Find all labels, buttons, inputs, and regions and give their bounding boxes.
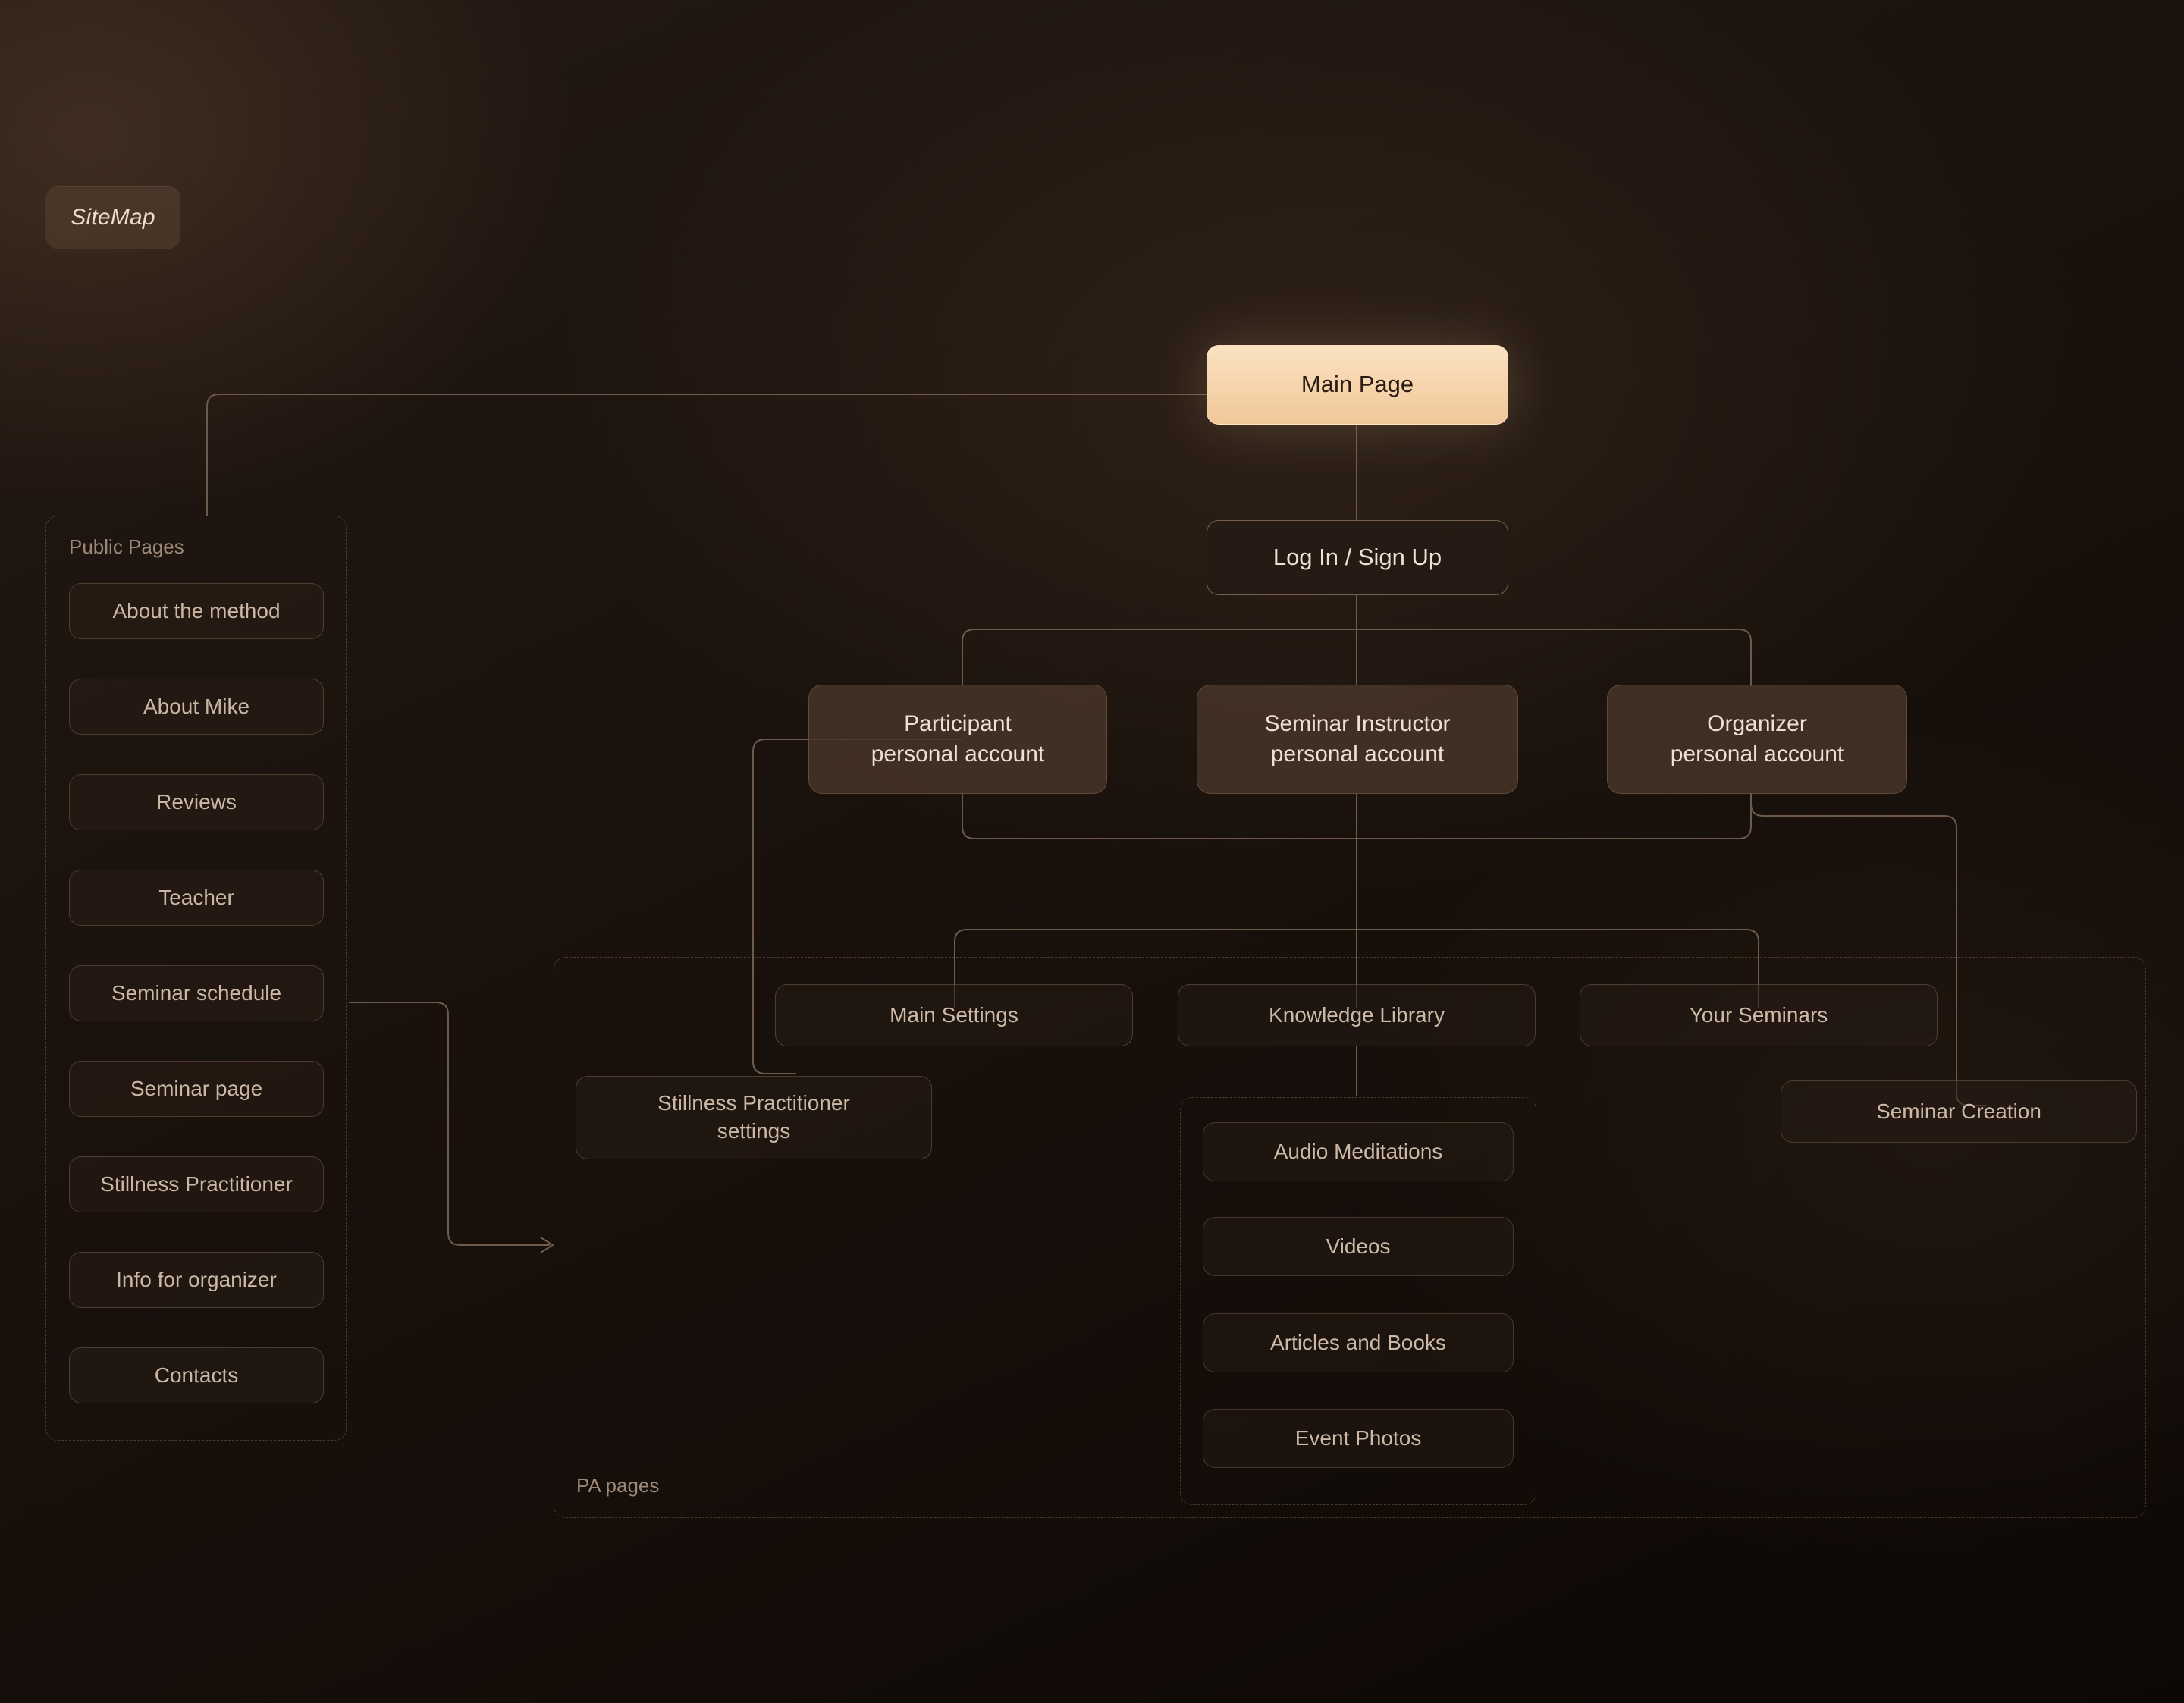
node-stillness-practitioner-settings-line1: Stillness Practitioner xyxy=(657,1091,850,1115)
node-about-the-method-label: About the method xyxy=(112,598,281,623)
node-instructor-account-line2: personal account xyxy=(1270,742,1445,767)
node-info-for-organizer-label: Info for organizer xyxy=(116,1267,277,1291)
node-login-signup[interactable] xyxy=(1207,520,1508,595)
node-organizer-account-line2: personal account xyxy=(1670,742,1844,767)
sitemap-title-chip xyxy=(46,186,180,249)
node-contacts-label: Contacts xyxy=(154,1363,239,1387)
node-stillness-practitioner-settings-line2: settings xyxy=(717,1119,791,1143)
node-login-signup-label: Log In / Sign Up xyxy=(1272,544,1442,571)
node-main-page[interactable] xyxy=(1207,345,1508,425)
node-event-photos-label: Event Photos xyxy=(1294,1425,1422,1450)
group-public-pages-label: Public Pages xyxy=(69,535,184,558)
sitemap-title-label: SiteMap xyxy=(71,205,155,230)
node-participant-account-line1: Participant xyxy=(904,711,1012,737)
node-organizer-account[interactable] xyxy=(1607,685,1907,794)
node-articles-and-books-label: Articles and Books xyxy=(1270,1330,1446,1354)
node-stillness-practitioner-settings[interactable] xyxy=(576,1076,932,1159)
node-stillness-practitioner-label: Stillness Practitioner xyxy=(100,1171,293,1196)
node-reviews-label: Reviews xyxy=(156,789,237,814)
node-about-mike[interactable] xyxy=(69,679,324,735)
node-reviews[interactable] xyxy=(69,774,324,830)
node-your-seminars[interactable] xyxy=(1580,984,1938,1046)
node-event-photos[interactable] xyxy=(1203,1409,1514,1468)
group-pa-pages-label: PA pages xyxy=(576,1474,660,1497)
node-audio-meditations-label: Audio Meditations xyxy=(1273,1139,1443,1163)
node-seminar-creation[interactable] xyxy=(1781,1080,2137,1143)
node-main-settings-label: Main Settings xyxy=(890,1002,1018,1027)
node-stillness-practitioner[interactable] xyxy=(69,1156,324,1212)
node-audio-meditations[interactable] xyxy=(1203,1122,1514,1181)
node-participant-account-line2: personal account xyxy=(871,742,1045,767)
node-videos-label: Videos xyxy=(1326,1234,1391,1258)
node-seminar-creation-label: Seminar Creation xyxy=(1876,1099,2041,1123)
node-seminar-page-label: Seminar page xyxy=(130,1076,263,1100)
node-articles-and-books[interactable] xyxy=(1203,1313,1514,1372)
node-seminar-schedule-label: Seminar schedule xyxy=(111,980,282,1005)
node-organizer-account-line1: Organizer xyxy=(1707,711,1807,737)
node-main-settings[interactable] xyxy=(775,984,1133,1046)
node-teacher-label: Teacher xyxy=(158,885,234,909)
node-teacher[interactable] xyxy=(69,870,324,926)
node-contacts[interactable] xyxy=(69,1347,324,1403)
node-videos[interactable] xyxy=(1203,1217,1514,1276)
node-knowledge-library[interactable] xyxy=(1178,984,1536,1046)
node-knowledge-library-label: Knowledge Library xyxy=(1269,1002,1445,1027)
node-participant-account[interactable] xyxy=(808,685,1107,794)
node-info-for-organizer[interactable] xyxy=(69,1252,324,1308)
node-your-seminars-label: Your Seminars xyxy=(1689,1002,1828,1027)
node-seminar-page[interactable] xyxy=(69,1061,324,1117)
node-instructor-account-line1: Seminar Instructor xyxy=(1264,711,1451,737)
node-seminar-schedule[interactable] xyxy=(69,965,324,1021)
node-instructor-account[interactable] xyxy=(1197,685,1518,794)
node-about-mike-label: About Mike xyxy=(143,694,250,718)
node-about-the-method[interactable] xyxy=(69,583,324,639)
node-main-page-label: Main Page xyxy=(1301,371,1414,398)
